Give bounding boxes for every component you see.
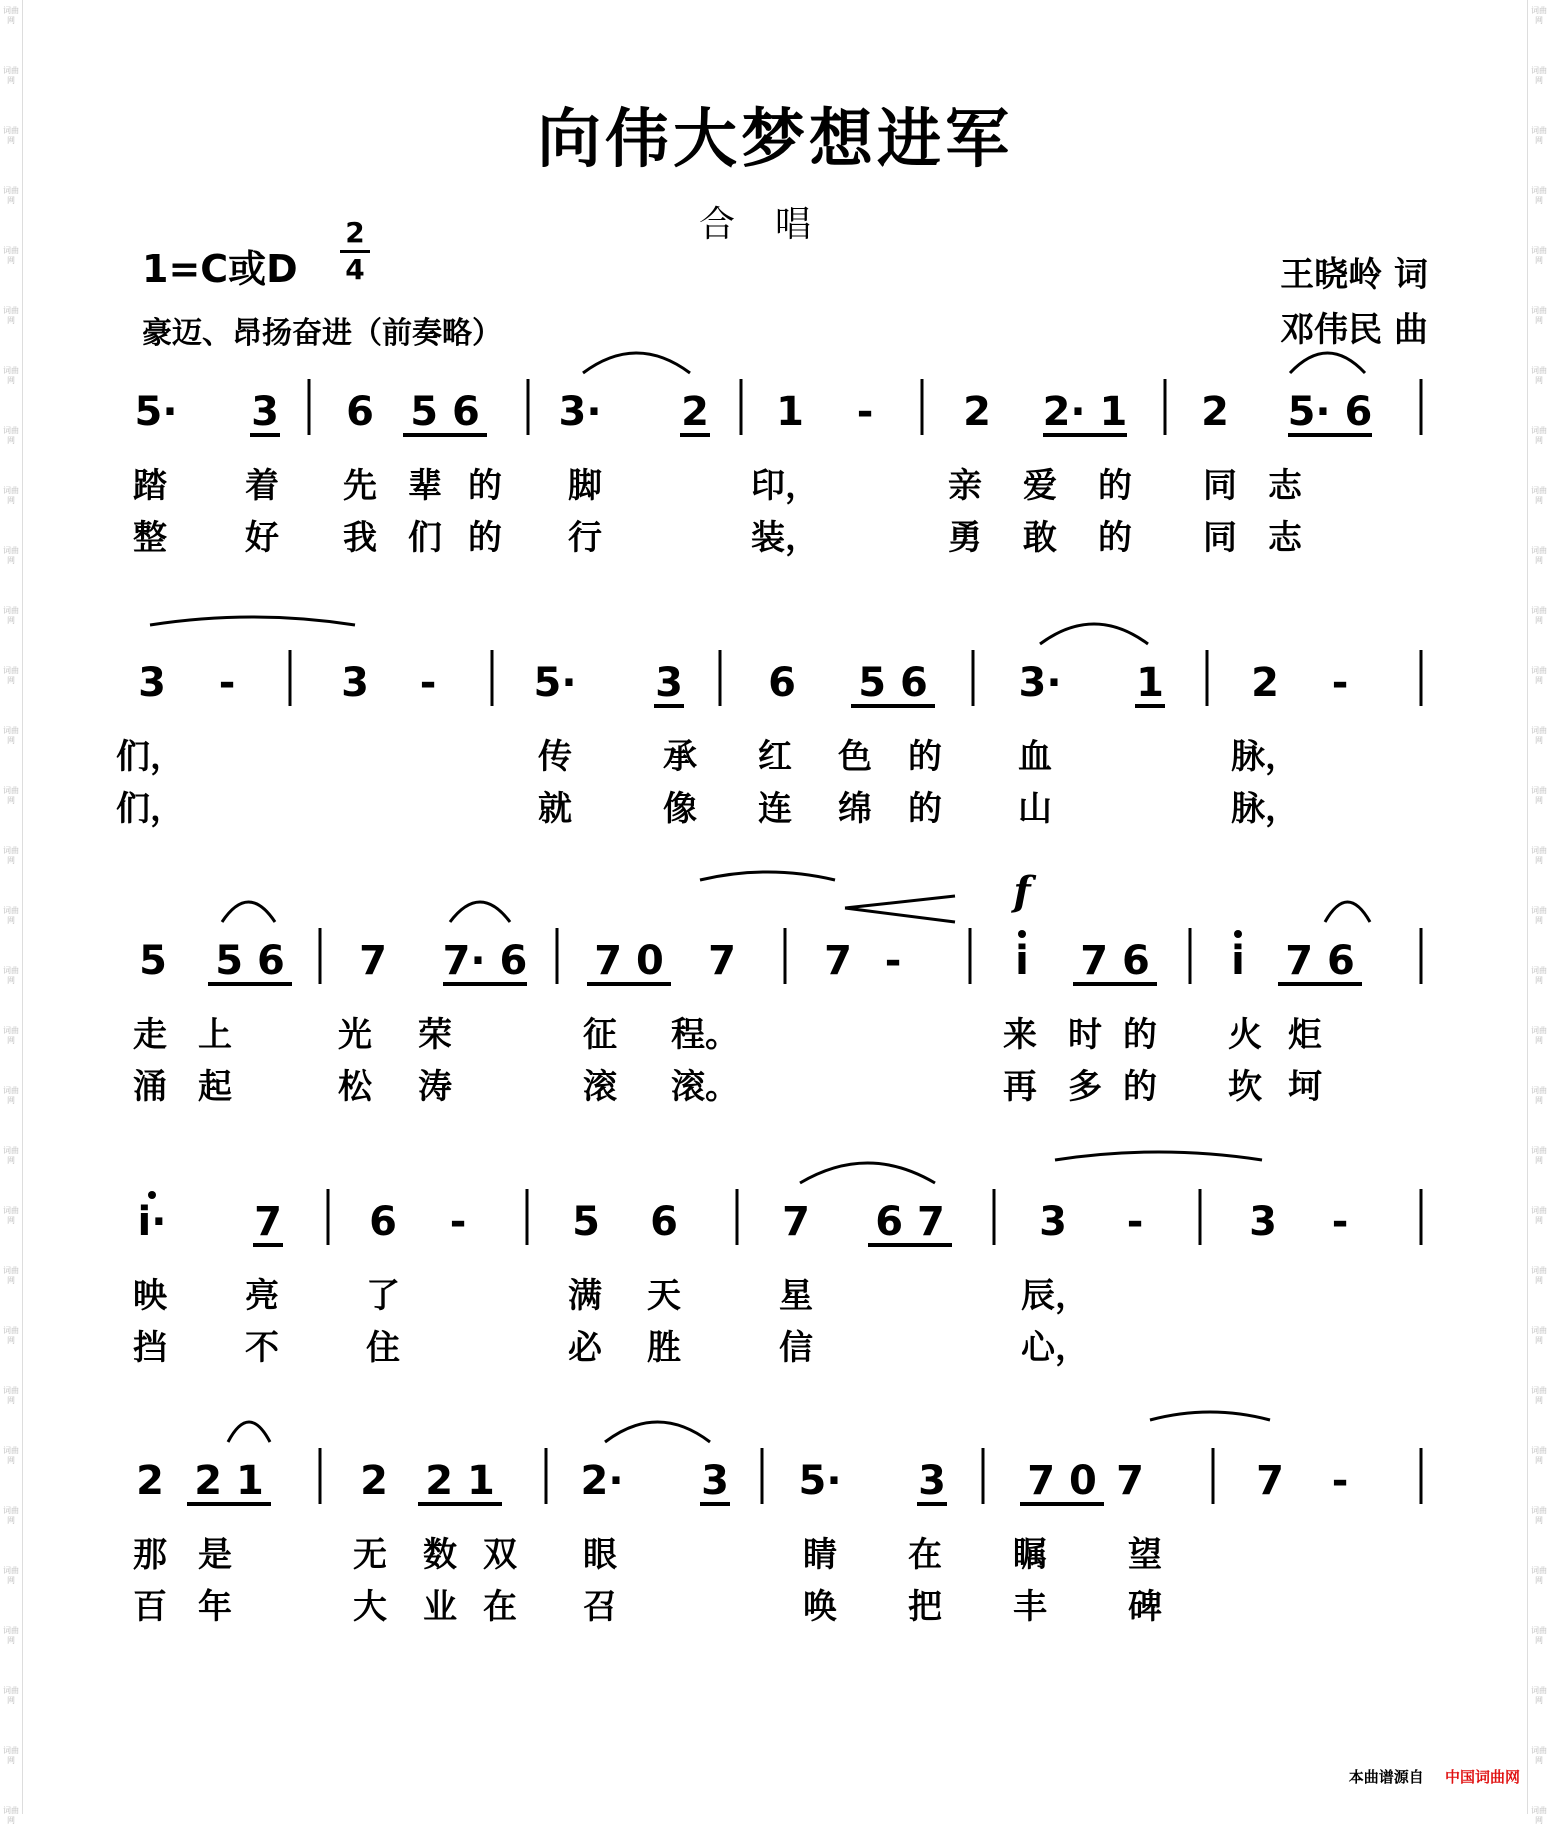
watermark-mark: 词曲网 [1531, 726, 1547, 745]
lyric-verse-1: 同 [1203, 466, 1237, 506]
lyric-verse-1: 承 [663, 737, 697, 777]
jianpu-note: 6 [650, 1199, 678, 1245]
lyric-verse-1: 踏 [133, 466, 167, 506]
watermark-mark: 词曲网 [3, 1566, 19, 1585]
jianpu-note: 3 [341, 660, 369, 706]
jianpu-note: - [884, 938, 902, 984]
jianpu-note: 1 [1136, 660, 1164, 706]
lyric-verse-2: 连 [758, 789, 792, 829]
watermark-mark: 词曲网 [1531, 486, 1547, 505]
jianpu-note: - [449, 1199, 467, 1245]
watermark-mark: 词曲网 [3, 1746, 19, 1765]
lyric-verse-1: 映 [133, 1276, 167, 1316]
jianpu-note: - [1331, 660, 1349, 706]
watermark-mark: 词曲网 [3, 1206, 19, 1225]
jianpu-note: 7 [1116, 1458, 1144, 1504]
lyric-verse-1: 的 [468, 466, 502, 506]
watermark-mark: 词曲网 [1531, 1026, 1547, 1045]
watermark-mark: 词曲网 [1531, 786, 1547, 805]
lyric-verse-2: 松 [338, 1067, 372, 1107]
lyric-verse-2: 的 [468, 518, 502, 558]
watermark-mark: 词曲网 [1531, 126, 1547, 145]
jianpu-note: 3 [251, 389, 279, 435]
jianpu-note: 5 [139, 938, 167, 984]
lyric-verse-2: 勇 [948, 518, 982, 558]
lyric-verse-2: 胜 [647, 1328, 681, 1368]
lyric-verse-2: 碑 [1128, 1587, 1162, 1627]
time-signature-denominator: 4 [345, 253, 365, 286]
jianpu-note: 7 [1256, 1458, 1284, 1504]
watermark-mark: 词曲网 [1531, 666, 1547, 685]
watermark-mark: 词曲网 [1531, 1566, 1547, 1585]
composer-credit: 邓伟民 曲 [1280, 310, 1428, 350]
octave-dot [1018, 930, 1026, 938]
lyric-verse-1: 上 [198, 1015, 232, 1055]
tie-mark [1150, 1412, 1270, 1420]
song-title: 向伟大梦想进军 [537, 102, 1013, 177]
jianpu-note: i [1231, 938, 1245, 984]
lyric-verse-2: 住 [366, 1328, 400, 1368]
octave-dot [148, 1191, 156, 1199]
watermark-mark: 词曲网 [3, 666, 19, 685]
watermark-mark: 词曲网 [1531, 846, 1547, 865]
jianpu-note: 3 [701, 1458, 729, 1504]
lyric-verse-2: 多 [1068, 1067, 1102, 1107]
jianpu-note: - [1126, 1199, 1144, 1245]
lyric-verse-1: 们， [116, 737, 184, 777]
jianpu-note: 7 [254, 1199, 282, 1245]
lyric-verse-1: 眼 [583, 1535, 617, 1575]
jianpu-note: 1 [776, 389, 804, 435]
lyric-verse-1: 程。 [671, 1015, 739, 1055]
jianpu-note: i [1015, 938, 1029, 984]
watermark-mark: 词曲网 [1531, 1746, 1547, 1765]
jianpu-note: 2 [136, 1458, 164, 1504]
lyric-verse-2: 滚 [583, 1067, 617, 1107]
jianpu-note: 2· 1 [1042, 389, 1128, 435]
watermark-mark: 词曲网 [3, 1626, 19, 1645]
jianpu-note: 2 1 [194, 1458, 264, 1504]
watermark-mark: 词曲网 [1531, 186, 1547, 205]
watermark-mark: 词曲网 [3, 246, 19, 265]
lyric-verse-1: 辈 [408, 466, 442, 506]
watermark-mark: 词曲网 [1531, 1266, 1547, 1285]
lyric-verse-1: 先 [343, 466, 377, 506]
jianpu-note: 7 0 [1027, 1458, 1097, 1504]
lyric-verse-1: 在 [908, 1535, 942, 1575]
lyric-verse-1: 亮 [245, 1276, 279, 1316]
lyric-verse-1: 光 [338, 1015, 372, 1055]
watermark-mark: 词曲网 [1531, 366, 1547, 385]
jianpu-note: 5 6 [410, 389, 480, 435]
lyric-verse-1: 辰， [1021, 1276, 1089, 1316]
lyricist-credit: 王晓岭 词 [1280, 255, 1428, 295]
lyric-verse-1: 炬 [1288, 1015, 1322, 1055]
lyric-verse-2: 像 [663, 789, 697, 829]
watermark-mark: 词曲网 [1531, 1386, 1547, 1405]
watermark-mark: 词曲网 [3, 1326, 19, 1345]
lyric-verse-2: 必 [568, 1328, 602, 1368]
watermark-mark: 词曲网 [3, 1146, 19, 1165]
lyric-verse-2: 涌 [133, 1067, 167, 1107]
watermark-mark: 词曲网 [1531, 306, 1547, 325]
jianpu-note: 7 6 [1285, 938, 1355, 984]
lyric-verse-1: 双 [483, 1535, 517, 1575]
watermark-mark: 词曲网 [1531, 1686, 1547, 1705]
lyric-verse-2: 同 [1203, 518, 1237, 558]
jianpu-note: - [856, 389, 874, 435]
watermark-mark: 词曲网 [1531, 1086, 1547, 1105]
lyric-verse-1: 红 [758, 737, 792, 777]
lyric-verse-2: 的 [908, 789, 942, 829]
jianpu-note: 5· [533, 660, 577, 706]
slur-mark [1290, 353, 1365, 373]
tie-mark [1055, 1152, 1262, 1160]
lyric-verse-2: 把 [908, 1587, 942, 1627]
lyric-verse-1: 征 [583, 1015, 617, 1055]
jianpu-note: i· [137, 1199, 167, 1245]
watermark-mark: 词曲网 [3, 1026, 19, 1045]
lyric-verse-1: 的 [1123, 1015, 1157, 1055]
lyric-verse-1: 印， [751, 466, 819, 506]
watermark-mark: 词曲网 [3, 366, 19, 385]
lyric-verse-1: 走 [133, 1015, 167, 1055]
lyric-verse-1: 血 [1018, 737, 1052, 777]
song-subtitle: 合唱 [698, 204, 851, 245]
jianpu-note: 7 0 [594, 938, 664, 984]
jianpu-note: - [1331, 1458, 1349, 1504]
watermark-mark: 词曲网 [3, 126, 19, 145]
watermark-mark: 词曲网 [3, 1806, 19, 1825]
watermark-mark: 词曲网 [3, 1506, 19, 1525]
jianpu-note: 2 [1251, 660, 1279, 706]
watermark-mark: 词曲网 [1531, 1626, 1547, 1645]
lyric-verse-2: 大 [353, 1587, 387, 1627]
lyric-verse-2: 们 [408, 518, 442, 558]
watermark-mark: 词曲网 [1531, 546, 1547, 565]
watermark-mark: 词曲网 [1531, 1326, 1547, 1345]
lyric-verse-1: 星 [779, 1276, 813, 1316]
lyric-verse-1: 瞩 [1013, 1535, 1047, 1575]
lyric-verse-2: 召 [583, 1587, 617, 1627]
watermark-mark: 词曲网 [3, 966, 19, 985]
jianpu-note: 6 [346, 389, 374, 435]
slur-mark [1040, 624, 1148, 644]
jianpu-note: 2 [1201, 389, 1229, 435]
slur-mark [583, 353, 690, 373]
lyric-verse-2: 信 [779, 1328, 813, 1368]
watermark-mark: 词曲网 [3, 726, 19, 745]
lyric-verse-1: 脉， [1231, 737, 1299, 777]
watermark-mark: 词曲网 [1531, 246, 1547, 265]
slur-mark [800, 1163, 935, 1183]
jianpu-note: 5· 6 [1287, 389, 1373, 435]
watermark-mark: 词曲网 [1531, 6, 1547, 25]
lyric-verse-2: 起 [198, 1067, 232, 1107]
lyric-verse-2: 唤 [803, 1587, 837, 1627]
lyric-verse-1: 色 [838, 737, 872, 777]
slur-mark [228, 1422, 270, 1442]
lyric-verse-2: 好 [245, 518, 279, 558]
watermark-mark: 词曲网 [3, 786, 19, 805]
lyric-verse-1: 那 [133, 1535, 167, 1575]
lyric-verse-1: 的 [1098, 466, 1132, 506]
lyric-verse-2: 敢 [1023, 518, 1057, 558]
watermark-mark: 词曲网 [3, 306, 19, 325]
lyric-verse-2: 坷 [1288, 1067, 1322, 1107]
watermark-mark: 词曲网 [1531, 1146, 1547, 1165]
lyric-verse-2: 志 [1268, 518, 1302, 558]
lyric-verse-2: 丰 [1013, 1587, 1047, 1627]
watermark-mark: 词曲网 [1531, 606, 1547, 625]
jianpu-note: 2 [963, 389, 991, 435]
watermark-mark: 词曲网 [3, 426, 19, 445]
watermark-mark: 词曲网 [1531, 1506, 1547, 1525]
lyric-verse-2: 整 [133, 518, 167, 558]
watermark-mark: 词曲网 [1531, 1446, 1547, 1465]
lyric-verse-2: 脉， [1231, 789, 1299, 829]
jianpu-note: 7 [708, 938, 736, 984]
watermark-mark: 词曲网 [3, 6, 19, 25]
jianpu-note: - [419, 660, 437, 706]
lyric-verse-2: 的 [1123, 1067, 1157, 1107]
lyric-verse-2: 绵 [838, 789, 872, 829]
lyric-verse-2: 滚。 [671, 1067, 739, 1107]
jianpu-note: 2 [681, 389, 709, 435]
lyric-verse-2: 年 [198, 1587, 232, 1627]
jianpu-note: 7 6 [1080, 938, 1150, 984]
footer-site-link[interactable]: 中国词曲网 [1444, 1768, 1520, 1786]
octave-dot [1234, 930, 1242, 938]
jianpu-note: 3 [1249, 1199, 1277, 1245]
lyric-verse-2: 涛 [418, 1067, 452, 1107]
jianpu-note: 5 [572, 1199, 600, 1245]
slur-mark [1325, 902, 1370, 922]
watermark-mark: 词曲网 [3, 1386, 19, 1405]
lyric-verse-2: 行 [568, 518, 602, 558]
lyric-verse-2: 心， [1021, 1328, 1089, 1368]
lyric-verse-1: 来 [1003, 1015, 1037, 1055]
lyric-verse-1: 着 [245, 466, 279, 506]
jianpu-note: 6 7 [875, 1199, 945, 1245]
jianpu-note: 2 [360, 1458, 388, 1504]
lyric-verse-2: 山 [1018, 789, 1052, 829]
lyric-verse-1: 荣 [418, 1015, 452, 1055]
watermark-mark: 词曲网 [3, 1266, 19, 1285]
lyric-verse-1: 数 [423, 1535, 457, 1575]
jianpu-note: 6 [768, 660, 796, 706]
lyric-verse-2: 就 [538, 789, 572, 829]
watermark-mark: 词曲网 [3, 486, 19, 505]
jianpu-note: 3 [138, 660, 166, 706]
lyric-verse-2: 们， [116, 789, 184, 829]
watermark-mark: 词曲网 [3, 546, 19, 565]
watermark-mark: 词曲网 [1531, 1806, 1547, 1825]
jianpu-note: 7· 6 [442, 938, 528, 984]
watermark-mark: 词曲网 [3, 846, 19, 865]
footer-source-label: 本曲谱源自 [1348, 1768, 1424, 1786]
jianpu-note: 7 [824, 938, 852, 984]
lyric-verse-2: 我 [343, 518, 377, 558]
lyric-verse-2: 的 [1098, 518, 1132, 558]
jianpu-note: 5 6 [858, 660, 928, 706]
jianpu-note: 3 [655, 660, 683, 706]
jianpu-note: 2· [580, 1458, 624, 1504]
watermark-mark: 词曲网 [1531, 906, 1547, 925]
lyric-verse-1: 火 [1228, 1015, 1262, 1055]
jianpu-note: - [1331, 1199, 1349, 1245]
crescendo-hairpin [845, 896, 955, 922]
lyric-verse-1: 望 [1128, 1535, 1162, 1575]
watermark-mark: 词曲网 [1531, 1206, 1547, 1225]
lyric-verse-2: 挡 [133, 1328, 167, 1368]
watermark-mark: 词曲网 [3, 66, 19, 85]
jianpu-note: 7 [359, 938, 387, 984]
tempo-marking: 豪迈、昂扬奋进（前奏略） [142, 316, 502, 351]
jianpu-note: 5· [798, 1458, 842, 1504]
tie-mark [700, 872, 835, 880]
watermark-mark: 词曲网 [1531, 66, 1547, 85]
watermark-mark: 词曲网 [3, 1686, 19, 1705]
slur-mark [450, 902, 510, 922]
lyric-verse-1: 满 [568, 1276, 602, 1316]
lyric-verse-1: 无 [353, 1535, 387, 1575]
lyric-verse-1: 爱 [1023, 466, 1057, 506]
lyric-verse-1: 是 [198, 1535, 232, 1575]
lyric-verse-1: 脚 [568, 466, 602, 506]
jianpu-note: - [218, 660, 236, 706]
slur-mark [605, 1422, 710, 1442]
lyric-verse-2: 不 [245, 1328, 279, 1368]
lyric-verse-1: 志 [1268, 466, 1302, 506]
slur-mark [222, 902, 275, 922]
watermark-mark: 词曲网 [3, 906, 19, 925]
lyric-verse-1: 了 [366, 1276, 400, 1316]
watermark-mark: 词曲网 [3, 1446, 19, 1465]
lyric-verse-1: 传 [538, 737, 572, 777]
lyric-verse-2: 在 [483, 1587, 517, 1627]
lyric-verse-1: 睛 [803, 1535, 837, 1575]
lyric-verse-2: 坎 [1228, 1067, 1262, 1107]
watermark-mark: 词曲网 [3, 186, 19, 205]
footer-credit [1349, 1766, 1520, 1787]
jianpu-note: 2 1 [425, 1458, 495, 1504]
jianpu-note: 3· [558, 389, 602, 435]
time-signature-numerator: 2 [345, 216, 365, 249]
tie-mark [150, 617, 355, 625]
lyric-verse-1: 亲 [948, 466, 982, 506]
watermark-mark: 词曲网 [1531, 426, 1547, 445]
jianpu-note: 3 [918, 1458, 946, 1504]
lyric-verse-1: 的 [908, 737, 942, 777]
jianpu-note: 5· [134, 389, 178, 435]
key-signature: 1=C或D [142, 247, 298, 291]
lyric-verse-1: 时 [1068, 1015, 1102, 1055]
watermark-mark: 词曲网 [1531, 966, 1547, 985]
jianpu-note: 3· [1018, 660, 1062, 706]
jianpu-note: 5 6 [215, 938, 285, 984]
dynamic-forte: f [1013, 868, 1031, 915]
lyric-verse-2: 百 [133, 1587, 167, 1627]
jianpu-note: 7 [782, 1199, 810, 1245]
watermark-mark: 词曲网 [3, 1086, 19, 1105]
watermark-mark: 词曲网 [3, 606, 19, 625]
lyric-verse-1: 天 [647, 1276, 681, 1316]
lyric-verse-2: 装， [751, 518, 819, 558]
jianpu-note: 6 [369, 1199, 397, 1245]
lyric-verse-2: 业 [423, 1587, 457, 1627]
jianpu-note: 3 [1039, 1199, 1067, 1245]
lyric-verse-2: 再 [1003, 1067, 1037, 1107]
